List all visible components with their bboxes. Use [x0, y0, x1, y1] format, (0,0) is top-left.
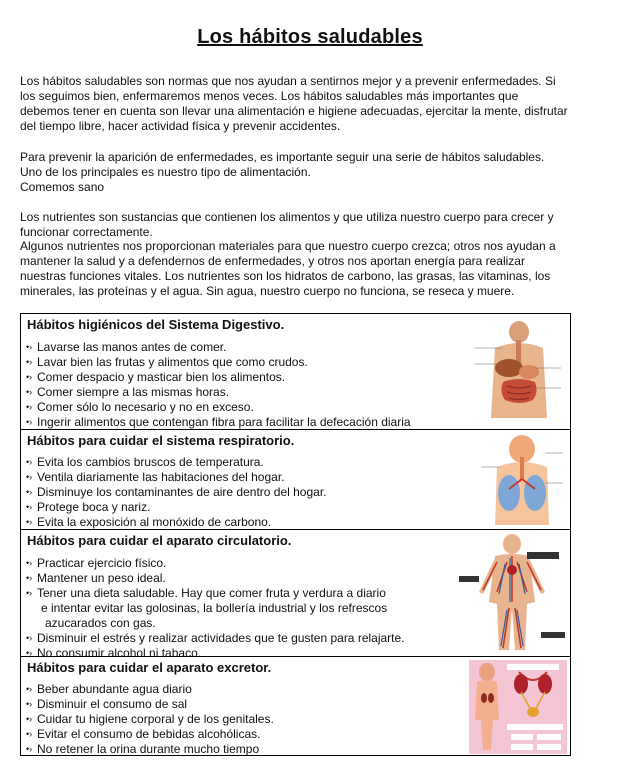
section-heading: Hábitos para cuidar el sistema respiratorio. [27, 433, 295, 448]
list-item: •› Disminuye los contaminantes de aire dentro del hogar. [26, 485, 327, 500]
section-heading: Hábitos higiénicos del Sistema Digestivo. [27, 317, 285, 332]
section-heading: Hábitos para cuidar el aparato circulatorio. [27, 533, 292, 548]
text-line: los seguimos bien, enfermaremos menos veces. Los hábitos saludables más importantes que [20, 89, 519, 103]
section-heading: Hábitos para cuidar el aparato excretor. [27, 660, 272, 675]
list-item: •› No consumir alcohol ni tabaco. [26, 646, 405, 661]
circulatory-system-illustration [457, 532, 567, 654]
excretory-system-illustration [469, 660, 567, 754]
text-line: del tiempo libre, hacer actividad física y prevenir accidentes. [20, 119, 341, 133]
text-line: Para prevenir la aparición de enfermedades, es importante seguir una serie de hábitos saludables. [20, 150, 545, 164]
habit-list [26, 556, 405, 661]
page-title: Los hábitos saludables [197, 26, 423, 48]
text-line: Uno de los principales es nuestro tipo de alimentación. [20, 165, 311, 179]
list-item: •› Ventila diariamente las habitaciones del hogar. [26, 470, 327, 485]
list-item: •› Disminuir el estrés y realizar actividades que te gusten para relajarte. [26, 631, 405, 646]
list-item: •› Tener una dieta saludable. Hay que comer fruta y verdura a diario [26, 586, 405, 601]
list-item: •› Evitar el consumo de bebidas alcohólicas. [26, 727, 274, 742]
habit-list [26, 455, 327, 530]
list-item: •› Lavar bien las frutas y alimentos que como crudos. [26, 355, 411, 370]
prevention-paragraph [20, 150, 602, 195]
list-item: •› Disminuir el consumo de sal [26, 697, 274, 712]
list-item: •› Ingerir alimentos que contengan fibra para facilitar la defecación diaria [26, 415, 411, 430]
text-line: Comemos sano [20, 180, 105, 194]
list-item: •› Practicar ejercicio físico. [26, 556, 405, 571]
list-item: •› Beber abundante agua diario [26, 682, 274, 697]
list-item-continuation: azucarados con gas. [45, 616, 156, 630]
digestive-habits-section [20, 313, 571, 429]
text-line: Algunos nutrientes nos proporcionan materiales para que nuestro cuerpo crezca; otros nos ayudan a [20, 239, 556, 253]
text-line: minerales, las proteínas y el agua. Sin agua, nuestro cuerpo no funciona, se reseca y muere. [20, 284, 515, 298]
text-line: mantener la salud y a defendernos de enfermedades, y otros nos aportan energía para realizar [20, 254, 525, 268]
list-item: •› Evita la exposición al monóxido de carbono. [26, 515, 327, 530]
list-item: •› Mantener un peso ideal. [26, 571, 405, 586]
text-line: Los nutrientes son sustancias que contienen los alimentos y que utiliza nuestro cuerpo para crecer y [20, 210, 554, 224]
habit-list [26, 682, 274, 757]
list-item: •› Comer despacio y masticar bien los alimentos. [26, 370, 411, 385]
respiratory-system-illustration [479, 433, 565, 527]
intro-paragraph [20, 74, 602, 134]
text-line: funcionar correctamente. [20, 225, 153, 239]
habit-list [26, 340, 411, 430]
excretory-habits-section [20, 656, 571, 756]
list-item: •› Protege boca y nariz. [26, 500, 327, 515]
text-line: nuestras funciones vitales. Los nutrientes son los hidratos de carbono, las grasas, las vitaminas, los [20, 269, 551, 283]
circulatory-habits-section [20, 529, 571, 660]
list-item: •› Evita los cambios bruscos de temperatura. [26, 455, 327, 470]
list-item: •› Lavarse las manos antes de comer. [26, 340, 411, 355]
digestive-system-illustration [473, 318, 565, 426]
list-item: •› Comer sólo lo necesario y no en exceso. [26, 400, 411, 415]
list-item: •› Comer siempre a las mismas horas. [26, 385, 411, 400]
list-item: •› No retener la orina durante mucho tiempo [26, 742, 274, 757]
list-item: •› Cuidar tu higiene corporal y de los genitales. [26, 712, 274, 727]
text-line: debemos tener en cuenta son llevar una alimentación e higiene adecuadas, ejercitar la mente, disfrutar [20, 104, 568, 118]
nutrients-paragraph [20, 210, 602, 240]
respiratory-habits-section [20, 429, 571, 529]
nutrients-detail-paragraph [20, 239, 602, 299]
list-item-continuation: e intentar evitar las golosinas, la bollería industrial y los refrescos [41, 601, 388, 615]
text-line: Los hábitos saludables son normas que nos ayudan a sentirnos mejor y a prevenir enfermedades. Si [20, 74, 556, 88]
